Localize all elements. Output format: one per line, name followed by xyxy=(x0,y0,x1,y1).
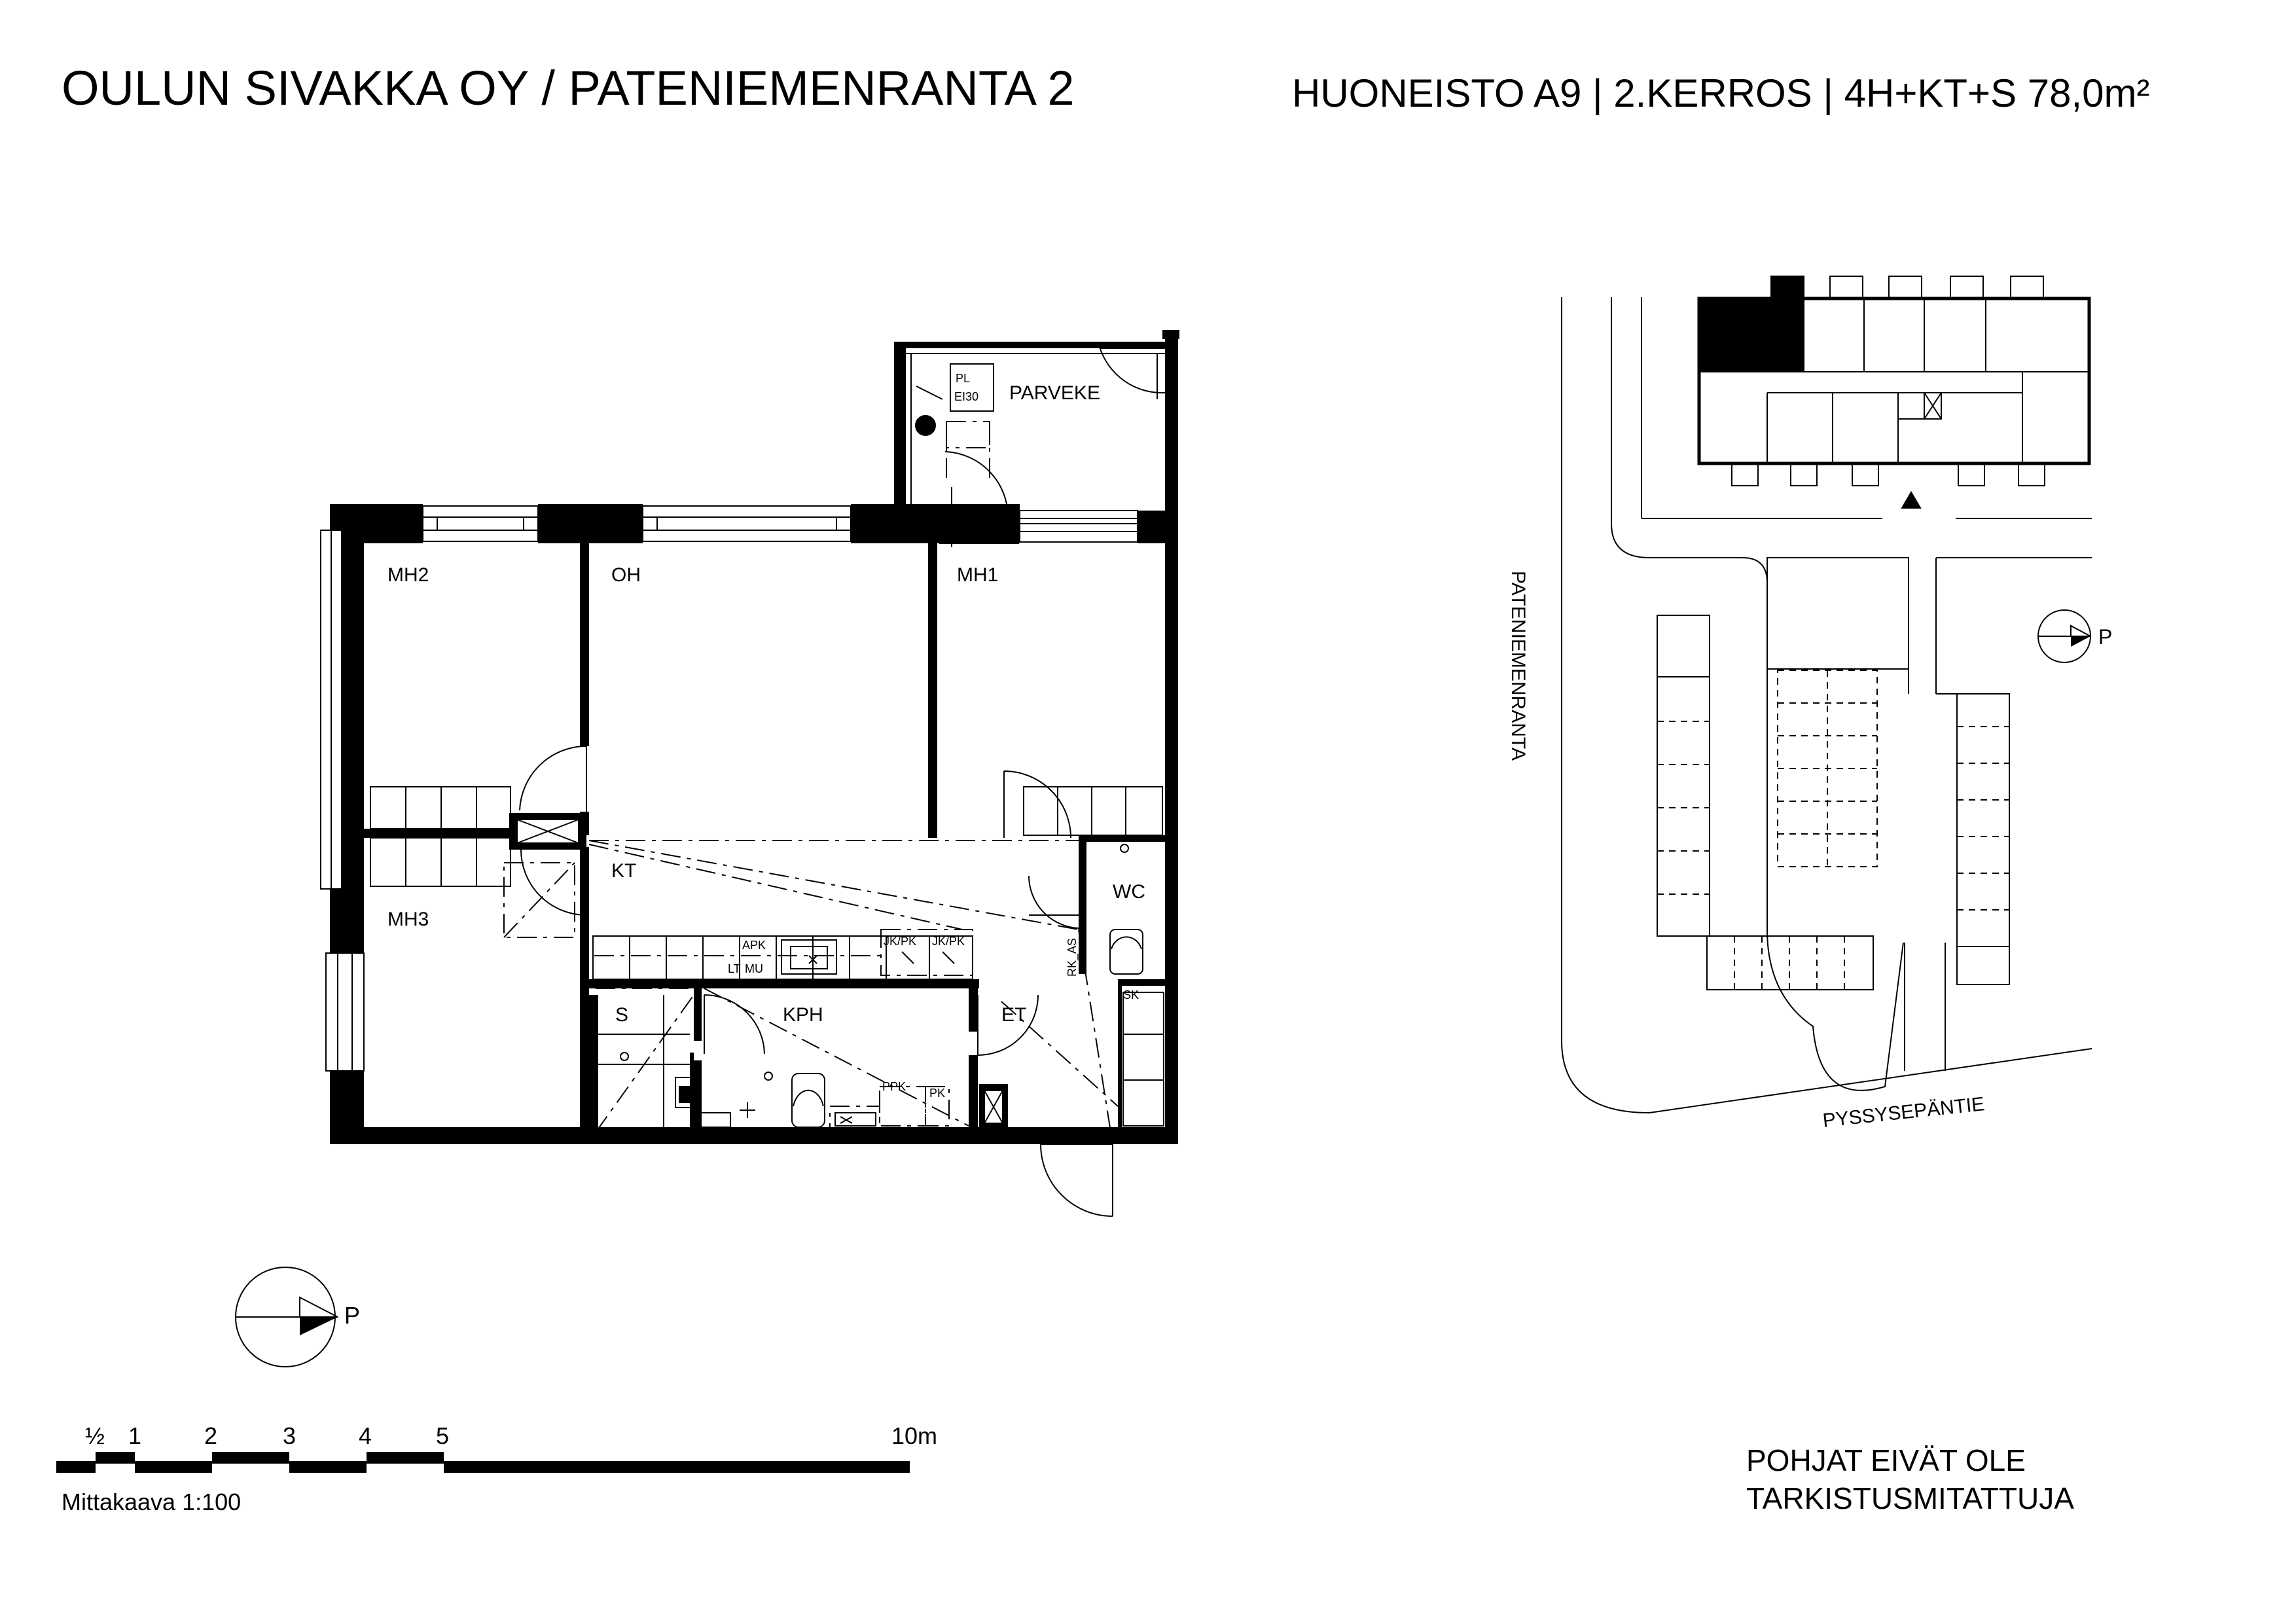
room-label-wc: WC xyxy=(1113,881,1145,903)
room-label-kph: KPH xyxy=(783,1004,823,1026)
label-apk: APK xyxy=(742,939,766,952)
label-ei30: EI30 xyxy=(954,390,979,403)
room-label-parveke: PARVEKE xyxy=(1009,382,1100,404)
room-label-s: S xyxy=(615,1004,629,1026)
balcony xyxy=(894,330,1179,521)
label-jkpk-2: JK/PK xyxy=(932,935,965,948)
shaft xyxy=(509,813,586,850)
disclaimer-note xyxy=(1746,1441,2074,1517)
north-label-site: P xyxy=(2098,625,2113,649)
scale-tick-half: ½ xyxy=(85,1422,105,1449)
label-rkas: RK_AS xyxy=(1066,937,1079,977)
disclaimer-line-1: POHJAT EIVÄT OLE xyxy=(1746,1443,2026,1477)
project-title: OULUN SIVAKKA OY / PATENIEMENRANTA 2 xyxy=(62,61,1075,115)
room-label-mh2: MH2 xyxy=(387,564,429,586)
scale-ticks xyxy=(85,1422,937,1449)
exterior-walls xyxy=(330,504,1178,1144)
room-label-et: ET xyxy=(1001,1004,1027,1026)
doors xyxy=(520,347,1165,1216)
room-label-oh: OH xyxy=(611,564,641,586)
north-arrow-main xyxy=(236,1267,360,1367)
street-label-west: PATENIEMENRANTA xyxy=(1507,571,1529,761)
apartment-info: HUONEISTO A9 | 2.KERROS | 4H+KT+S 78,0m² xyxy=(1292,71,2150,115)
label-jkpk-1: JK/PK xyxy=(884,935,917,948)
parking-west xyxy=(1657,615,1710,936)
disclaimer-line-2: TARKISTUSMITATTUJA xyxy=(1746,1481,2074,1515)
scale-tick-5: 5 xyxy=(436,1422,450,1449)
scale-tick-4: 4 xyxy=(359,1422,372,1449)
room-labels xyxy=(387,382,1145,1026)
parking-center xyxy=(1778,670,1877,867)
parking-east xyxy=(1957,694,2009,984)
north-label-main: P xyxy=(344,1302,361,1329)
label-mu: MU xyxy=(745,962,763,975)
scale-tick-1: 1 xyxy=(128,1422,142,1449)
label-pl: PL xyxy=(956,372,971,385)
scale-tick-2: 2 xyxy=(204,1422,218,1449)
label-ppk: PPK xyxy=(882,1080,906,1093)
windows-north xyxy=(423,506,1138,543)
parking-south xyxy=(1707,936,1873,990)
scale-label: Mittakaava 1:100 xyxy=(62,1489,242,1515)
room-label-kt: KT xyxy=(611,860,637,882)
label-sk: SK xyxy=(1123,988,1139,1001)
room-label-mh3: MH3 xyxy=(387,909,429,930)
scale-tick-10m: 10m xyxy=(891,1422,938,1449)
room-label-mh1: MH1 xyxy=(957,564,999,586)
label-lt: LT xyxy=(728,962,741,975)
site-plan xyxy=(1562,276,2092,1113)
scale-bar xyxy=(56,1452,910,1473)
scale-tick-3: 3 xyxy=(283,1422,296,1449)
sauna-benches xyxy=(598,995,690,1134)
street-label-south: PYSSYSEPÄNTIE xyxy=(1821,1093,1986,1132)
label-pk: PK xyxy=(929,1087,946,1100)
floor-plan xyxy=(321,330,1179,1216)
